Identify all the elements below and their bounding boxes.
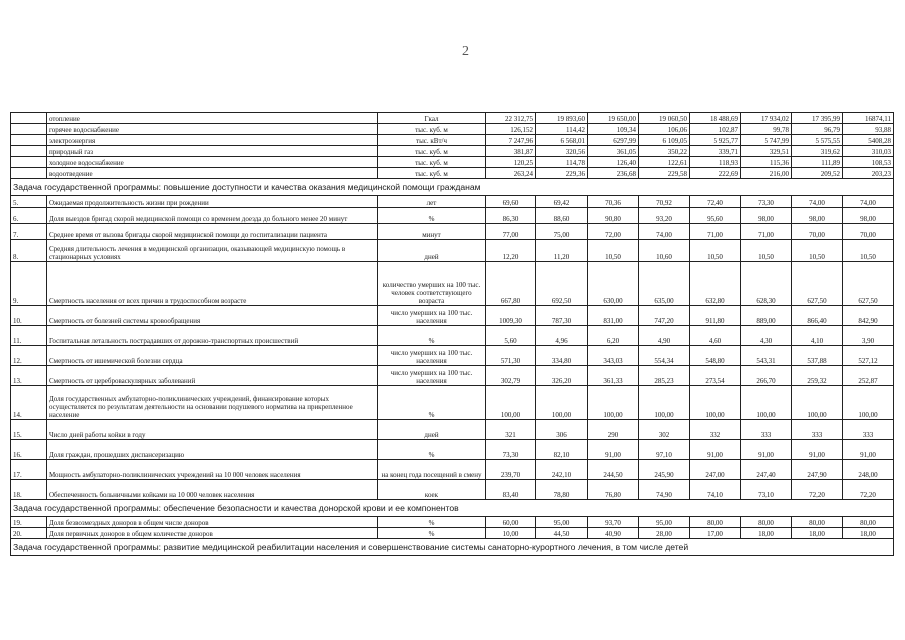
table-row <box>11 386 894 420</box>
value-cell: 17 934,02 <box>741 113 792 124</box>
value-cell: 76,80 <box>588 480 639 500</box>
row-index: 20. <box>11 528 47 539</box>
value-cell: 70,36 <box>588 196 639 208</box>
row-index <box>11 124 47 135</box>
indicator-name: Смертность от цереброваскулярных заболеваний <box>47 366 378 386</box>
indicator-name: Мощность амбулаторно-поликлинических учреждений на 10 000 человек населения <box>47 460 378 480</box>
table-row <box>11 240 894 262</box>
value-cell: 10,50 <box>792 240 843 262</box>
value-cell: 100,00 <box>843 386 894 420</box>
value-cell: 114,42 <box>536 124 588 135</box>
value-cell: 667,80 <box>486 262 536 306</box>
value-cell: 100,00 <box>486 386 536 420</box>
row-index: 13. <box>11 366 47 386</box>
unit-cell: % <box>378 208 486 224</box>
table-row <box>11 326 894 346</box>
value-cell: 4,30 <box>741 326 792 346</box>
value-cell: 74,90 <box>639 480 690 500</box>
section-title-donor: Задача государственной программы: обеспечение безопасности и качества донорской крови и ее компонентов <box>11 500 894 517</box>
value-cell: 74,10 <box>690 480 741 500</box>
section-title-health: Задача государственной программы: повышение доступности и качества оказания медицинской помощи гражданам <box>11 179 894 196</box>
value-cell: 18,00 <box>792 528 843 539</box>
value-cell: 266,70 <box>741 366 792 386</box>
value-cell: 120,25 <box>486 157 536 168</box>
value-cell: 320,56 <box>536 146 588 157</box>
indicator-name: отопление <box>47 113 378 124</box>
value-cell: 866,40 <box>792 306 843 326</box>
value-cell: 83,40 <box>486 480 536 500</box>
value-cell: 10,50 <box>843 240 894 262</box>
value-cell: 361,05 <box>588 146 639 157</box>
indicator-name: электроэнергия <box>47 135 378 146</box>
value-cell: 692,50 <box>536 262 588 306</box>
value-cell: 28,00 <box>639 528 690 539</box>
value-cell: 73,10 <box>741 480 792 500</box>
table-row <box>11 366 894 386</box>
value-cell: 236,68 <box>588 168 639 179</box>
value-cell: 19 893,60 <box>536 113 588 124</box>
indicator-name: Госпитальная летальность пострадавших от дорожно-транспортных происшествий <box>47 326 378 346</box>
value-cell: 18,00 <box>843 528 894 539</box>
row-index: 17. <box>11 460 47 480</box>
value-cell: 100,00 <box>588 386 639 420</box>
table-row <box>11 124 894 135</box>
value-cell: 80,00 <box>690 517 741 528</box>
indicator-name: Доля выездов бригад скорой медицинской помощи со временем доезда до больного менее 20 минут <box>47 208 378 224</box>
value-cell: 537,88 <box>792 346 843 366</box>
value-cell: 19 650,00 <box>588 113 639 124</box>
indicator-name: Средняя длительность лечения в медицинской организации, оказывающей медицинскую помощь в стационарных условиях <box>47 240 378 262</box>
row-index <box>11 168 47 179</box>
value-cell: 71,00 <box>741 224 792 240</box>
value-cell: 60,00 <box>486 517 536 528</box>
value-cell: 69,42 <box>536 196 588 208</box>
row-index: 6. <box>11 208 47 224</box>
value-cell: 247,90 <box>792 460 843 480</box>
table-row <box>11 168 894 179</box>
unit-cell: тыс. куб. м <box>378 168 486 179</box>
value-cell: 635,00 <box>639 262 690 306</box>
indicator-name: Среднее время от вызова бригады скорой медицинской помощи до госпитализации пациента <box>47 224 378 240</box>
value-cell: 6297,99 <box>588 135 639 146</box>
section-row <box>11 539 894 556</box>
value-cell: 91,00 <box>843 440 894 460</box>
value-cell: 571,30 <box>486 346 536 366</box>
value-cell: 339,71 <box>690 146 741 157</box>
value-cell: 115,36 <box>741 157 792 168</box>
value-cell: 126,152 <box>486 124 536 135</box>
table-row <box>11 208 894 224</box>
value-cell: 99,78 <box>741 124 792 135</box>
value-cell: 17,00 <box>690 528 741 539</box>
value-cell: 630,00 <box>588 262 639 306</box>
value-cell: 527,12 <box>843 346 894 366</box>
value-cell: 319,62 <box>792 146 843 157</box>
indicator-name: Число дней работы койки в году <box>47 420 378 440</box>
unit-cell: число умерших на 100 тыс. населения <box>378 366 486 386</box>
value-cell: 86,30 <box>486 208 536 224</box>
value-cell: 72,00 <box>588 224 639 240</box>
value-cell: 75,00 <box>536 224 588 240</box>
value-cell: 229,58 <box>639 168 690 179</box>
value-cell: 10,50 <box>690 240 741 262</box>
indicators-table <box>10 112 894 556</box>
value-cell: 44,50 <box>536 528 588 539</box>
value-cell: 98,00 <box>843 208 894 224</box>
value-cell: 6 568,01 <box>536 135 588 146</box>
unit-cell: число умерших на 100 тыс. населения <box>378 346 486 366</box>
unit-cell: на конец года посещений в смену <box>378 460 486 480</box>
value-cell: 100,00 <box>536 386 588 420</box>
section-row <box>11 500 894 517</box>
table-row <box>11 224 894 240</box>
value-cell: 97,10 <box>639 440 690 460</box>
value-cell: 71,00 <box>690 224 741 240</box>
value-cell: 70,92 <box>639 196 690 208</box>
value-cell: 80,00 <box>843 517 894 528</box>
section-row <box>11 179 894 196</box>
value-cell: 74,00 <box>792 196 843 208</box>
unit-cell: тыс. куб. м <box>378 146 486 157</box>
value-cell: 102,87 <box>690 124 741 135</box>
value-cell: 1009,30 <box>486 306 536 326</box>
unit-cell: Гкал <box>378 113 486 124</box>
value-cell: 17 395,99 <box>792 113 843 124</box>
row-index: 7. <box>11 224 47 240</box>
value-cell: 72,20 <box>843 480 894 500</box>
value-cell: 82,10 <box>536 440 588 460</box>
value-cell: 126,40 <box>588 157 639 168</box>
value-cell: 334,80 <box>536 346 588 366</box>
row-index: 19. <box>11 517 47 528</box>
value-cell: 326,20 <box>536 366 588 386</box>
value-cell: 290 <box>588 420 639 440</box>
value-cell: 22 312,75 <box>486 113 536 124</box>
value-cell: 40,90 <box>588 528 639 539</box>
value-cell: 4,60 <box>690 326 741 346</box>
table-row <box>11 135 894 146</box>
row-index: 16. <box>11 440 47 460</box>
row-index: 8. <box>11 240 47 262</box>
row-index <box>11 113 47 124</box>
value-cell: 321 <box>486 420 536 440</box>
value-cell: 91,00 <box>588 440 639 460</box>
indicator-name: Ожидаемая продолжительность жизни при рождении <box>47 196 378 208</box>
value-cell: 88,60 <box>536 208 588 224</box>
value-cell: 114,78 <box>536 157 588 168</box>
indicator-name: Обеспеченность больничными койками на 10 000 человек населения <box>47 480 378 500</box>
unit-cell: % <box>378 528 486 539</box>
value-cell: 306 <box>536 420 588 440</box>
value-cell: 632,80 <box>690 262 741 306</box>
value-cell: 222,69 <box>690 168 741 179</box>
value-cell: 361,33 <box>588 366 639 386</box>
row-index: 11. <box>11 326 47 346</box>
value-cell: 111,89 <box>792 157 843 168</box>
indicator-name: природный газ <box>47 146 378 157</box>
value-cell: 10,60 <box>639 240 690 262</box>
value-cell: 333 <box>843 420 894 440</box>
value-cell: 7 247,96 <box>486 135 536 146</box>
value-cell: 247,00 <box>690 460 741 480</box>
value-cell: 3,90 <box>843 326 894 346</box>
row-index: 14. <box>11 386 47 420</box>
value-cell: 244,50 <box>588 460 639 480</box>
value-cell: 302 <box>639 420 690 440</box>
unit-cell: дней <box>378 240 486 262</box>
value-cell: 98,00 <box>792 208 843 224</box>
value-cell: 10,50 <box>741 240 792 262</box>
value-cell: 91,00 <box>690 440 741 460</box>
unit-cell: % <box>378 326 486 346</box>
value-cell: 239,70 <box>486 460 536 480</box>
value-cell: 310,03 <box>843 146 894 157</box>
indicator-name: Доля государственных амбулаторно-поликлинических учреждений, финансирование которых осуществляется по результатам деятельности на основании подушевого норматива на прикрепленное население <box>47 386 378 420</box>
value-cell: 95,60 <box>690 208 741 224</box>
value-cell: 5 925,77 <box>690 135 741 146</box>
value-cell: 72,20 <box>792 480 843 500</box>
value-cell: 831,00 <box>588 306 639 326</box>
value-cell: 122,61 <box>639 157 690 168</box>
unit-cell: число умерших на 100 тыс. населения <box>378 306 486 326</box>
value-cell: 80,00 <box>792 517 843 528</box>
value-cell: 787,30 <box>536 306 588 326</box>
value-cell: 118,93 <box>690 157 741 168</box>
unit-cell: дней <box>378 420 486 440</box>
value-cell: 245,90 <box>639 460 690 480</box>
value-cell: 842,90 <box>843 306 894 326</box>
value-cell: 554,34 <box>639 346 690 366</box>
table-row <box>11 196 894 208</box>
value-cell: 11,20 <box>536 240 588 262</box>
value-cell: 91,00 <box>741 440 792 460</box>
value-cell: 19 060,50 <box>639 113 690 124</box>
value-cell: 548,80 <box>690 346 741 366</box>
table-row <box>11 480 894 500</box>
value-cell: 12,20 <box>486 240 536 262</box>
indicator-name: Смертность от болезней системы кровообращения <box>47 306 378 326</box>
value-cell: 216,00 <box>741 168 792 179</box>
row-index: 9. <box>11 262 47 306</box>
unit-cell: % <box>378 440 486 460</box>
value-cell: 911,80 <box>690 306 741 326</box>
value-cell: 95,00 <box>639 517 690 528</box>
unit-cell: % <box>378 386 486 420</box>
value-cell: 4,96 <box>536 326 588 346</box>
value-cell: 5,60 <box>486 326 536 346</box>
value-cell: 91,00 <box>792 440 843 460</box>
value-cell: 90,80 <box>588 208 639 224</box>
indicator-name: Доля граждан, прошедших диспансеризацию <box>47 440 378 460</box>
indicator-name: горячее водоснабжение <box>47 124 378 135</box>
table-row <box>11 420 894 440</box>
value-cell: 4,90 <box>639 326 690 346</box>
value-cell: 18 488,69 <box>690 113 741 124</box>
unit-cell: минут <box>378 224 486 240</box>
value-cell: 332 <box>690 420 741 440</box>
indicator-name: Смертность населения от всех причин в трудоспособном возрасте <box>47 262 378 306</box>
value-cell: 96,79 <box>792 124 843 135</box>
page-number: 2 <box>462 44 469 59</box>
unit-cell: количество умерших на 100 тыс. человек соответствующего возраста <box>378 262 486 306</box>
indicator-name: водоотведение <box>47 168 378 179</box>
value-cell: 627,50 <box>843 262 894 306</box>
row-index: 10. <box>11 306 47 326</box>
value-cell: 100,00 <box>792 386 843 420</box>
unit-cell: тыс. кВт/ч <box>378 135 486 146</box>
table-row <box>11 460 894 480</box>
value-cell: 628,30 <box>741 262 792 306</box>
indicator-name: холодное водоснабжение <box>47 157 378 168</box>
table-row <box>11 517 894 528</box>
value-cell: 106,06 <box>639 124 690 135</box>
value-cell: 889,00 <box>741 306 792 326</box>
value-cell: 73,30 <box>741 196 792 208</box>
row-index: 12. <box>11 346 47 366</box>
value-cell: 93,88 <box>843 124 894 135</box>
value-cell: 203,23 <box>843 168 894 179</box>
value-cell: 4,10 <box>792 326 843 346</box>
value-cell: 242,10 <box>536 460 588 480</box>
row-index: 18. <box>11 480 47 500</box>
value-cell: 70,00 <box>843 224 894 240</box>
value-cell: 627,50 <box>792 262 843 306</box>
value-cell: 78,80 <box>536 480 588 500</box>
value-cell: 6,20 <box>588 326 639 346</box>
value-cell: 252,87 <box>843 366 894 386</box>
table-row <box>11 157 894 168</box>
value-cell: 333 <box>792 420 843 440</box>
value-cell: 100,00 <box>639 386 690 420</box>
value-cell: 350,22 <box>639 146 690 157</box>
value-cell: 747,20 <box>639 306 690 326</box>
value-cell: 5 575,55 <box>792 135 843 146</box>
unit-cell: тыс. куб. м <box>378 157 486 168</box>
table-row <box>11 262 894 306</box>
value-cell: 95,00 <box>536 517 588 528</box>
value-cell: 73,30 <box>486 440 536 460</box>
value-cell: 229,36 <box>536 168 588 179</box>
section-title-rehab: Задача государственной программы: развитие медицинской реабилитации населения и совершенствование системы санаторно-курортного лечения, в том числе детей <box>11 539 894 556</box>
value-cell: 5 747,99 <box>741 135 792 146</box>
value-cell: 248,00 <box>843 460 894 480</box>
value-cell: 259,32 <box>792 366 843 386</box>
table-row <box>11 146 894 157</box>
value-cell: 381,87 <box>486 146 536 157</box>
value-cell: 343,03 <box>588 346 639 366</box>
value-cell: 100,00 <box>690 386 741 420</box>
value-cell: 98,00 <box>741 208 792 224</box>
value-cell: 109,34 <box>588 124 639 135</box>
table-row <box>11 528 894 539</box>
row-index <box>11 135 47 146</box>
value-cell: 93,70 <box>588 517 639 528</box>
value-cell: 5408,28 <box>843 135 894 146</box>
row-index: 5. <box>11 196 47 208</box>
indicator-name: Доля первичных доноров в общем количестве доноров <box>47 528 378 539</box>
value-cell: 302,79 <box>486 366 536 386</box>
value-cell: 77,00 <box>486 224 536 240</box>
value-cell: 543,31 <box>741 346 792 366</box>
table-row <box>11 346 894 366</box>
value-cell: 10,50 <box>588 240 639 262</box>
row-index: 15. <box>11 420 47 440</box>
value-cell: 329,51 <box>741 146 792 157</box>
table-row <box>11 306 894 326</box>
value-cell: 69,60 <box>486 196 536 208</box>
value-cell: 6 109,05 <box>639 135 690 146</box>
row-index <box>11 157 47 168</box>
unit-cell: тыс. куб. м <box>378 124 486 135</box>
indicator-name: Смертность от ишемической болезни сердца <box>47 346 378 366</box>
unit-cell: коек <box>378 480 486 500</box>
value-cell: 247,40 <box>741 460 792 480</box>
value-cell: 80,00 <box>741 517 792 528</box>
unit-cell: лет <box>378 196 486 208</box>
value-cell: 16874,11 <box>843 113 894 124</box>
row-index <box>11 146 47 157</box>
value-cell: 209,52 <box>792 168 843 179</box>
unit-cell: % <box>378 517 486 528</box>
value-cell: 100,00 <box>741 386 792 420</box>
value-cell: 273,54 <box>690 366 741 386</box>
value-cell: 70,00 <box>792 224 843 240</box>
value-cell: 333 <box>741 420 792 440</box>
table-row <box>11 440 894 460</box>
value-cell: 285,23 <box>639 366 690 386</box>
value-cell: 74,00 <box>639 224 690 240</box>
value-cell: 74,00 <box>843 196 894 208</box>
value-cell: 72,40 <box>690 196 741 208</box>
value-cell: 10,00 <box>486 528 536 539</box>
indicator-name: Доля безвозмездных доноров в общем числе доноров <box>47 517 378 528</box>
value-cell: 18,00 <box>741 528 792 539</box>
value-cell: 93,20 <box>639 208 690 224</box>
table-row <box>11 113 894 124</box>
value-cell: 263,24 <box>486 168 536 179</box>
value-cell: 108,53 <box>843 157 894 168</box>
